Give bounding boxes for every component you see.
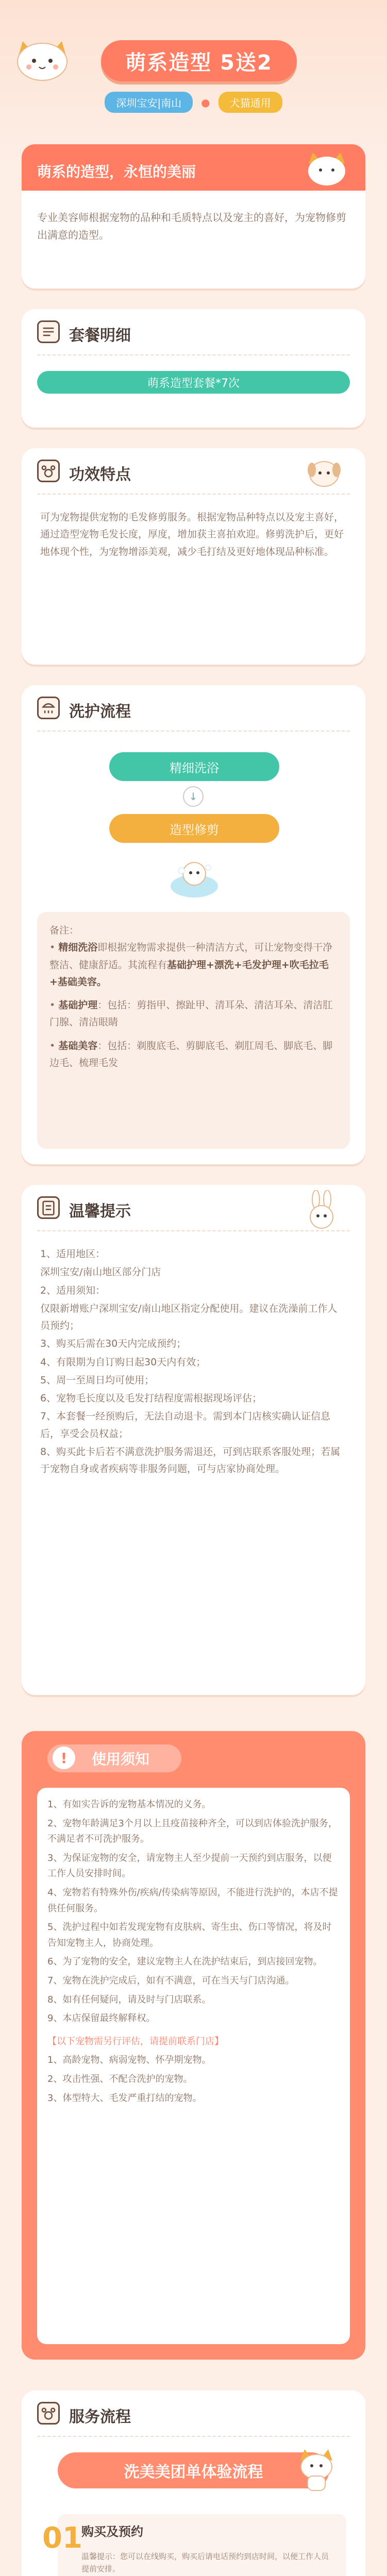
cat-mascot-icon bbox=[11, 31, 73, 82]
usage-item: 5、洗护过程中如若发现宠物有皮肤病、寄生虫、伤口等情况，将及时告知宠物主人，协商处理。 bbox=[47, 1922, 332, 1948]
flow-card bbox=[22, 2391, 365, 2576]
package-card bbox=[22, 309, 365, 428]
usage-item: 3、为保证宠物的安全，请宠物主人至少提前一天预约到店服务，以便工作人员安排时间。 bbox=[47, 1852, 332, 1879]
usage-extra-item: 2、攻击性强、不配合洗护的宠物。 bbox=[47, 2073, 193, 2084]
wash-step-2: 造型修剪 bbox=[109, 814, 279, 843]
flow-banner: 洗美美团单体验流程 bbox=[58, 2452, 329, 2488]
tip-line: 6、宠物毛长度以及毛发打结程度需根据现场评估； bbox=[40, 1393, 262, 1404]
header bbox=[0, 0, 387, 165]
tip-line: 2、适用须知： bbox=[40, 1284, 106, 1296]
intro-header bbox=[22, 144, 365, 191]
usage-body bbox=[37, 1788, 350, 2344]
tip-line: 仅限新增账户深圳宝安/南山地区指定分配使用。建议在洗澡前工作人员预约； bbox=[40, 1302, 338, 1331]
intro-heading: 萌系的造型，永恒的美丽 bbox=[37, 163, 196, 180]
arrow-down-icon: ↓ bbox=[183, 786, 204, 807]
note-label: 备注： bbox=[49, 925, 79, 936]
divider bbox=[37, 1230, 350, 1231]
step-number: 01 bbox=[42, 2521, 82, 2555]
features-card bbox=[22, 448, 365, 665]
pet-type-tag: 犬猫通用 bbox=[218, 92, 282, 113]
divider bbox=[37, 354, 350, 355]
clipboard-icon bbox=[37, 1196, 60, 1219]
page-title: 萌系造型 5送2 bbox=[101, 40, 297, 81]
usage-item: 6、为了宠物的安全，建议宠物主人在洗护结束后，到店接回宠物。 bbox=[47, 1956, 323, 1968]
document-icon bbox=[37, 320, 60, 343]
flow-step-1 bbox=[42, 2514, 346, 2576]
usage-extra-item: 1、高龄宠物、病弱宠物、怀孕期宠物。 bbox=[47, 2055, 211, 2066]
tips-list bbox=[40, 1246, 347, 1479]
intro-text: 专业美容师根据宠物的品种和毛质特点以及宠主的喜好，为宠物修剪出满意的造型。 bbox=[37, 211, 346, 241]
usage-item: 7、宠物在洗护完成后，如有不满意，可在当天与门店沟通。 bbox=[47, 1975, 295, 1986]
usage-item: 8、如有任何疑问，请及时与门店联系。 bbox=[47, 1994, 211, 2005]
note-3-text: 包括：剃腹底毛、剪脚底毛、剃肛周毛、脚底毛、脚边毛、梳理毛发 bbox=[49, 1040, 333, 1069]
note-2: • 基础护理：包括：剪指甲、擦趾甲、清耳朵、清洁耳朵、清洁肛门腺、清洁眼睛 bbox=[49, 999, 333, 1028]
usage-extra-item: 3、体型特大、毛发严重打结的宠物。 bbox=[47, 2092, 202, 2104]
features-text: 可为宠物提供宠物的毛发修剪服务。根据宠物品种特点以及宠主喜好，通过造型宠物毛发长度，厚度，增加获主喜拍欢迎。修剪洗护后，更好地体现个性，为宠物增添美观，减少毛打结及更好地体现品种标准。 bbox=[40, 512, 344, 557]
divider bbox=[37, 2436, 350, 2437]
paw-print-icon bbox=[37, 2402, 60, 2425]
package-title: 套餐明细 bbox=[69, 327, 131, 345]
alert-icon: ! bbox=[53, 1747, 75, 1769]
note-1-text: 即根据宠物需求提供一种清洁方式，可让宠物变得干净整洁、健康舒适。其流程有 bbox=[49, 942, 333, 971]
wash-note bbox=[37, 912, 350, 1149]
divider bbox=[37, 494, 350, 495]
tips-title: 温馨提示 bbox=[69, 1202, 131, 1221]
usage-extra-head: 【以下宠物需另行评估，请提前联系门店】 bbox=[47, 2036, 224, 2047]
tip-line: 7、本套餐一经预购后，无法自动退卡。需到本门店核实确认证信息后，享受会员权益； bbox=[40, 1411, 331, 1439]
step-desc: 温馨提示：您可以在线购买，购买后请电话预约到店时间，以便工作人员提前安排。 bbox=[81, 2552, 329, 2573]
features-title: 功效特点 bbox=[69, 466, 131, 484]
usage-item: 1、有如实告诉的宠物基本情况的义务。 bbox=[47, 1799, 211, 1810]
note-1: • 精细洗浴即根据宠物需求提供一种清洁方式，可让宠物变得干净整洁、健康舒适。其流程有基础护理+漂洗+毛发护理+吹毛拉毛+基础美容。 bbox=[49, 942, 333, 988]
usage-item: 2、宠物年龄满足3个月以上且疫苗接种齐全，可以到店体验洗护服务，不满足者不可洗护服务。 bbox=[47, 1818, 338, 1845]
note-1-title: 精细洗浴 bbox=[58, 942, 98, 954]
note-2-text: 包括：剪指甲、擦趾甲、清耳朵、清洁耳朵、清洁肛门腺、清洁眼睛 bbox=[49, 999, 333, 1028]
tip-line: 深圳宝安/南山地区部分门店 bbox=[40, 1266, 161, 1278]
cat-face-icon bbox=[304, 147, 350, 189]
bathing-pet-icon bbox=[166, 855, 223, 902]
wash-step-1: 精细洗浴 bbox=[109, 752, 279, 781]
usage-header bbox=[22, 1731, 365, 1783]
note-3: • 基础美容：包括：剃腹底毛、剪脚底毛、剃肛周毛、脚底毛、脚边毛、梳理毛发 bbox=[49, 1040, 333, 1069]
usage-card bbox=[22, 1731, 365, 2360]
note-2-title: 基础护理 bbox=[58, 999, 98, 1011]
intro-card bbox=[22, 144, 365, 289]
divider bbox=[37, 731, 350, 732]
usage-item: 9、本店保留最终解释权。 bbox=[47, 2013, 156, 2024]
note-3-title: 基础美容 bbox=[58, 1040, 98, 1052]
tip-line: 8、购买此卡后若不满意洗护服务需退还，可到店联系客服处理；若属于宠物自身或者疾病等非服务问题，可与店家协商处理。 bbox=[40, 1446, 341, 1475]
tip-line: 4、有限期为自订购日起30天内有效； bbox=[40, 1356, 206, 1368]
usage-title: 使用须知 bbox=[92, 1751, 150, 1768]
region-tag: 深圳宝安|南山 bbox=[105, 92, 193, 113]
note-1-flow: 基础护理+漂洗+毛发护理+吹毛拉毛+基础美容。 bbox=[49, 959, 329, 988]
package-item: 萌系造型套餐*7次 bbox=[37, 371, 350, 394]
wash-title: 洗护流程 bbox=[69, 703, 131, 721]
tip-line: 5、周一至周日均可使用； bbox=[40, 1374, 155, 1386]
usage-item: 4、宠物若有特殊外伤/疾病/传染病等原因，不能进行洗护的，本店不提供任何服务。 bbox=[47, 1887, 338, 1914]
tip-line: 3、购买后需在30天内完成预约； bbox=[40, 1338, 187, 1350]
tips-card bbox=[22, 1185, 365, 1695]
dog-mascot-icon bbox=[304, 454, 345, 490]
paw-icon bbox=[37, 460, 60, 482]
step-title: 购买及预约 bbox=[81, 2524, 143, 2539]
tip-line: 1、适用地区： bbox=[40, 1248, 106, 1260]
cat-standing-icon bbox=[293, 2442, 340, 2494]
tag-row bbox=[0, 92, 387, 113]
rabbit-mascot-icon bbox=[304, 1190, 340, 1231]
dot-separator: ● bbox=[201, 96, 210, 109]
shower-icon bbox=[37, 697, 60, 719]
wash-card bbox=[22, 685, 365, 1164]
flow-title: 服务流程 bbox=[69, 2408, 131, 2426]
